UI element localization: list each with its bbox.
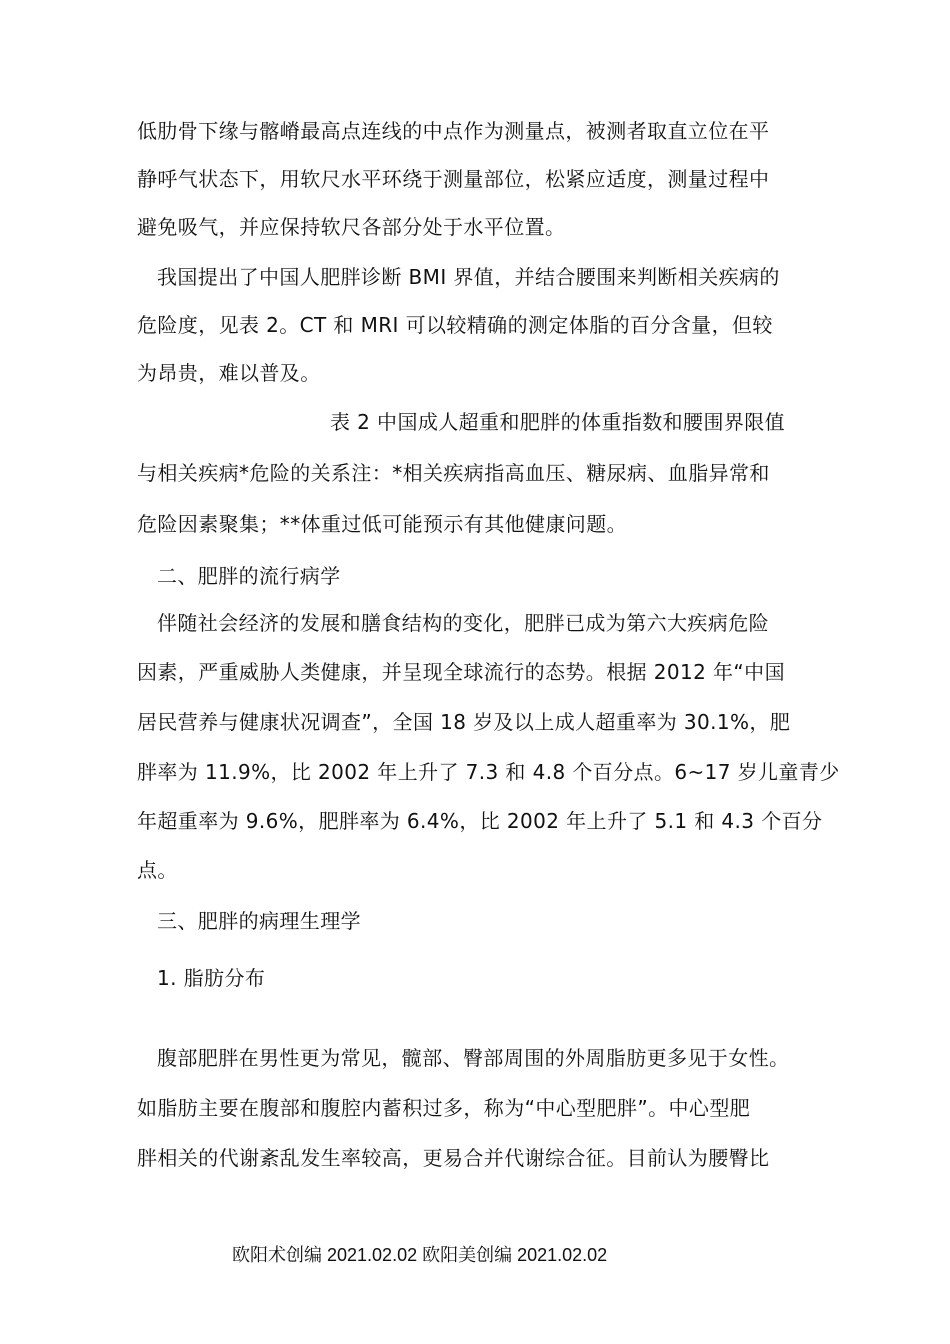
text-line: 避免吸气，并应保持软尺各部分处于水平位置。 bbox=[137, 215, 566, 239]
text-line: 危险度，见表 2。CT 和 MRI 可以较精确的测定体脂的百分含量，但较 bbox=[137, 313, 773, 337]
text-line: 点。 bbox=[137, 858, 178, 882]
text-line: 低肋骨下缘与髂嵴最高点连线的中点作为测量点，被测者取直立位在平 bbox=[137, 119, 770, 143]
text-line: 腹部肥胖在男性更为常见，髋部、臀部周围的外周脂肪更多见于女性。 bbox=[157, 1046, 790, 1070]
text-line: 因素，严重威胁人类健康，并呈现全球流行的态势。根据 2012 年“中国 bbox=[137, 660, 785, 684]
text-line: 胖相关的代谢紊乱发生率较高，更易合并代谢综合征。目前认为腰臀比 bbox=[137, 1146, 770, 1170]
section-heading: 三、肥胖的病理生理学 bbox=[157, 909, 361, 933]
text-line: 胖率为 11.9%，比 2002 年上升了 7.3 和 4.8 个百分点。6~17 岁儿童青少 bbox=[137, 760, 840, 784]
table-note-line: 与相关疾病*危险的关系注：*相关疾病指高血压、糖尿病、血脂异常和 bbox=[137, 461, 770, 485]
text-line: 如脂肪主要在腹部和腹腔内蓄积过多，称为“中心型肥胖”。中心型肥 bbox=[137, 1096, 751, 1120]
table-caption: 表 2 中国成人超重和肥胖的体重指数和腰围界限值 bbox=[330, 410, 786, 434]
text-line: 年超重率为 9.6%，肥胖率为 6.4%，比 2002 年上升了 5.1 和 4.3 个百分 bbox=[137, 809, 823, 833]
text-line: 为昂贵，难以普及。 bbox=[137, 361, 321, 385]
page-footer: 欧阳术创编 2021.02.02 欧阳美创编 2021.02.02 bbox=[232, 1245, 608, 1265]
subsection-heading: 1. 脂肪分布 bbox=[157, 966, 266, 990]
text-line: 我国提出了中国人肥胖诊断 BMI 界值，并结合腰围来判断相关疾病的 bbox=[157, 265, 780, 289]
text-line: 居民营养与健康状况调查”，全国 18 岁及以上成人超重率为 30.1%，肥 bbox=[137, 710, 791, 734]
table-note-line: 危险因素聚集；**体重过低可能预示有其他健康问题。 bbox=[137, 512, 627, 536]
text-line: 静呼气状态下，用软尺水平环绕于测量部位，松紧应适度，测量过程中 bbox=[137, 167, 770, 191]
section-heading: 二、肥胖的流行病学 bbox=[157, 564, 341, 588]
text-line: 伴随社会经济的发展和膳食结构的变化，肥胖已成为第六大疾病危险 bbox=[157, 611, 769, 635]
